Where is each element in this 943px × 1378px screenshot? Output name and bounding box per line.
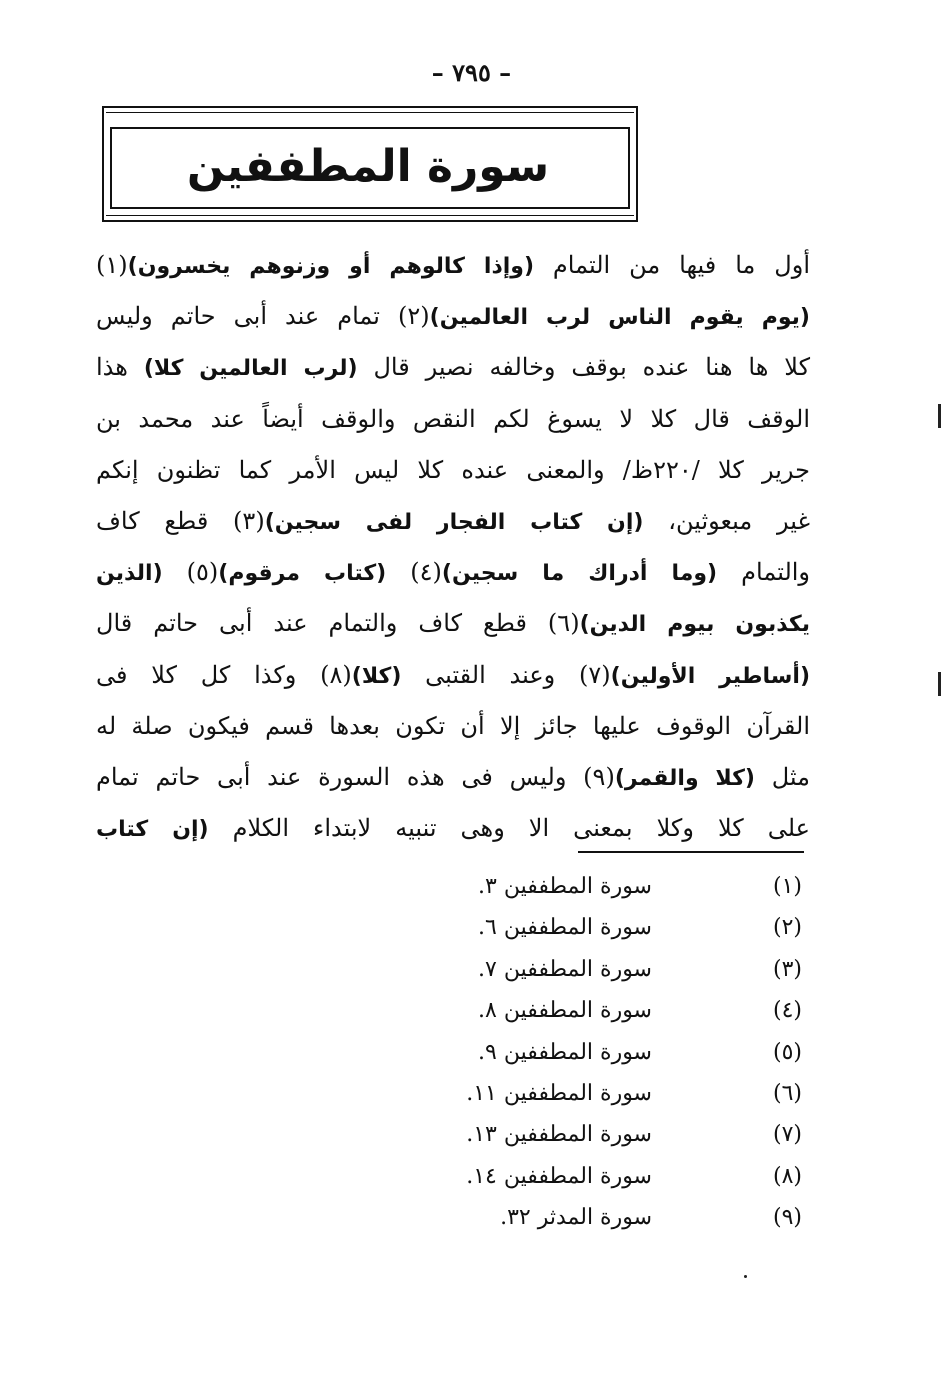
text-segment: (٩) وليس فى هذه السورة عند أبى حاتم تمام: [96, 762, 615, 791]
footnote-number: (٩): [772, 1205, 802, 1231]
text-line: [96, 240, 810, 291]
text-line: [96, 650, 810, 701]
text-segment: (٢) تمام عند أبى حاتم وليس: [96, 302, 430, 331]
footnote-text: سورة المطففين ٩.: [478, 1039, 652, 1065]
text-segment: كلا ها هنا عنده بوقف وخالفه نصير قال: [357, 353, 810, 382]
footnote-number: (٥): [772, 1039, 802, 1065]
footnote-number: (٣): [772, 956, 802, 982]
text-segment: (٨) وكذا كل كلا فى: [96, 660, 352, 689]
text-line: [96, 342, 810, 393]
text-segment: مثل: [754, 762, 811, 791]
scan-margin-mark: [938, 672, 941, 696]
text-line: [96, 701, 810, 752]
footnote-number: (٤): [772, 998, 802, 1024]
footnote-item: [420, 990, 810, 1031]
text-segment: هذا: [96, 353, 144, 382]
footnote-text: سورة المطففين ٣.: [478, 874, 652, 899]
footnote-text: سورة المطففين ١٤.: [466, 1163, 652, 1189]
text-segment: الوقف قال كلا لا يسوغ لكم النقص والوقف أيضاً عند محمد بن: [96, 404, 810, 433]
footnote-text: سورة المطففين ٨.: [478, 998, 652, 1024]
footnote-text: سورة المطففين ١٣.: [466, 1122, 652, 1148]
quran-quote: (إن كتاب الفجار لفى سجين): [264, 509, 644, 535]
scan-margin-mark: [938, 404, 941, 428]
text-segment: أول ما فيها من التمام: [534, 251, 810, 279]
text-line: [96, 598, 810, 649]
footnote-item: [420, 1073, 810, 1114]
footnotes: [420, 866, 810, 1239]
quran-quote: (وإذا كالوهم أو وزنوهم يخسرون): [127, 254, 534, 279]
quran-quote: (كلا والقمر): [614, 765, 755, 791]
footnote-text: سورة المطففين ١١.: [466, 1080, 652, 1106]
footnote-item: [420, 1156, 810, 1197]
text-line: [96, 291, 810, 342]
footnote-divider: [578, 851, 804, 853]
footnote-item: [420, 949, 810, 990]
text-line: [96, 496, 810, 547]
footnote-number: (٢): [772, 915, 802, 941]
footnote-number: (٦): [772, 1080, 802, 1106]
text-line: [96, 394, 810, 445]
text-line: [96, 445, 810, 496]
text-segment: على كلا وكلا بمعنى الا وهى تنبيه لابتداء الكلام: [208, 814, 810, 843]
footnote-item: [420, 866, 810, 907]
page-number: – ٧٩٥ –: [431, 58, 512, 87]
footnote-item: [420, 907, 810, 948]
quran-quote: (كلا): [351, 663, 402, 689]
text-segment: (٧) وعند القتبى: [401, 660, 611, 689]
quran-quote: (أساطير الأولين): [610, 663, 810, 689]
footnote-text: سورة المطففين ٦.: [478, 915, 652, 941]
text-segment: غير مبعوثين،: [643, 506, 810, 535]
surah-title: سورة المطففين: [186, 140, 550, 192]
text-segment: القرآن الوقوف عليها جائز إلا أن تكون بعدها قسم فيكون صلة له: [96, 711, 810, 740]
body-text: [96, 240, 810, 854]
quran-quote: (وما أدراك ما سجين): [441, 561, 718, 587]
text-segment: (٦) قطع كاف والتمام عند أبى حاتم قال: [96, 609, 580, 638]
footnote-item: [420, 1197, 810, 1238]
quran-quote: (إن كتاب: [96, 817, 209, 843]
text-segment: (١): [96, 251, 128, 279]
text-line: [96, 752, 810, 803]
text-line: [96, 547, 810, 598]
text-segment: (٣) قطع كاف: [96, 506, 265, 535]
footnote-number: (٨): [772, 1163, 802, 1189]
footnote-item: [420, 1114, 810, 1155]
footnote-number: (١): [772, 874, 802, 899]
quran-quote: (يوم يقوم الناس لرب العالمين): [429, 305, 810, 331]
footnote-text: سورة المدثر ٣٢.: [500, 1205, 652, 1231]
quran-quote: (الذين: [96, 561, 163, 587]
scan-speck: [744, 1275, 747, 1278]
footnote-number: (٧): [772, 1122, 802, 1148]
text-line: [96, 803, 810, 854]
footnote-item: [420, 1032, 810, 1073]
text-segment: (٤): [386, 558, 442, 587]
text-segment: والتمام: [717, 558, 811, 587]
text-segment: (٥): [162, 558, 219, 587]
quran-quote: (كتاب مرقوم): [218, 561, 387, 587]
quran-quote: (لرب العالمين كلا): [143, 356, 358, 382]
text-segment: جرير كلا /٢٢٠ظ/ والمعنى عنده كلا ليس الأمر كما تظنون إنكم: [96, 455, 810, 484]
footnote-text: سورة المطففين ٧.: [478, 956, 652, 982]
quran-quote: يكذبون بيوم الدين): [579, 612, 810, 638]
